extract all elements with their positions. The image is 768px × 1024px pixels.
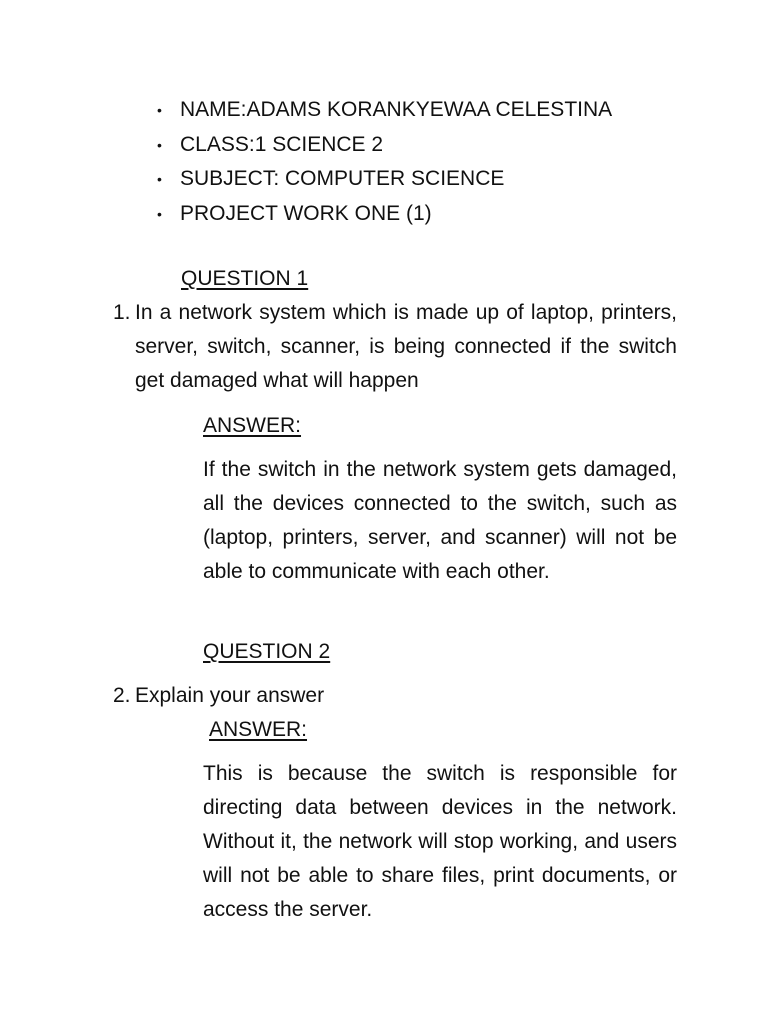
question-1-number: 1. — [113, 301, 131, 324]
header-bullet-list — [150, 93, 612, 231]
question-2-number: 2. — [113, 684, 131, 707]
question-2-text: Explain your answer — [135, 684, 325, 707]
answer-1-label: ANSWER: — [203, 414, 302, 437]
question-1-heading: QUESTION 1 — [181, 267, 309, 290]
question-1-item — [113, 296, 677, 398]
answer-2-text: This is because the switch is responsible for directing data between devices in the network. Without it, the network will stop working, and users will not be able to share files, print documents, or access the server. — [203, 762, 677, 921]
question-2-item — [113, 679, 677, 713]
project-title: • PROJECT WORK ONE (1) — [150, 197, 612, 232]
answer-2-label: ANSWER: — [209, 718, 308, 741]
student-class: • CLASS:1 SCIENCE 2 — [150, 128, 612, 163]
question-2-heading: QUESTION 2 — [203, 640, 331, 663]
answer-1-text: If the switch in the network system gets damaged, all the devices connected to the switch, such as (laptop, printers, server, and scanner) will not be able to communicate with each other. — [203, 458, 677, 583]
student-name: • NAME:ADAMS KORANKYEWAA CELESTINA — [150, 93, 612, 128]
subject: • SUBJECT: COMPUTER SCIENCE — [150, 162, 612, 197]
question-1-text: In a network system which is made up of laptop, printers, server, switch, scanner, is being connected if the switch get damaged what will happen — [135, 301, 677, 392]
